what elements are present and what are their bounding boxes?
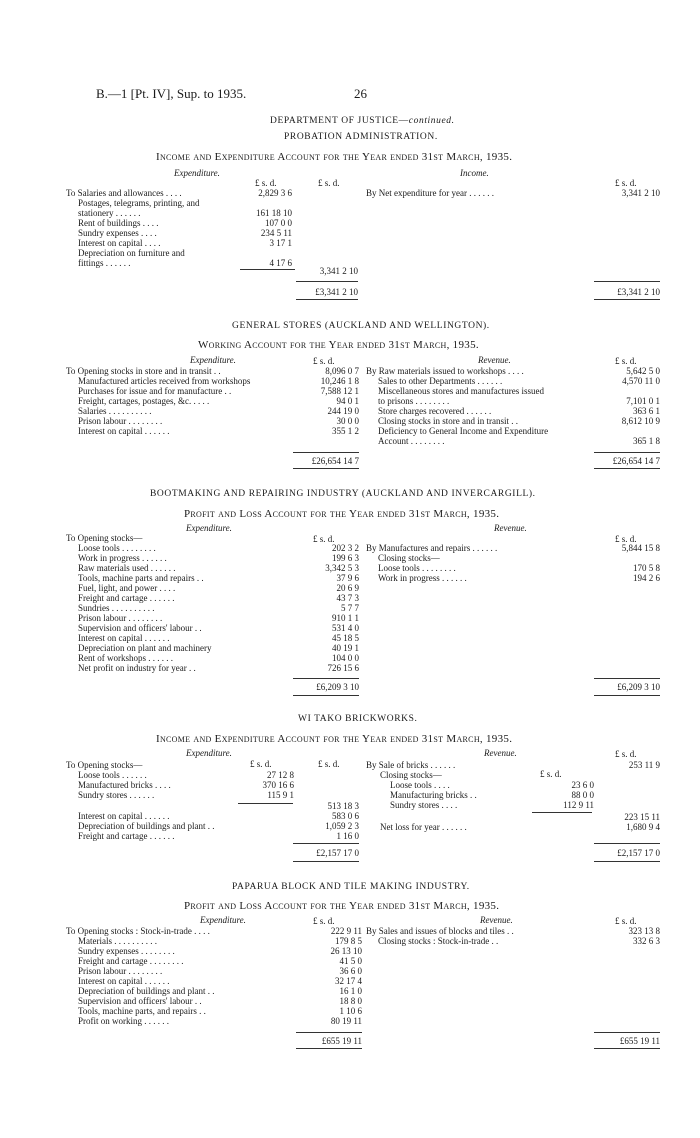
account-line-label: Raw materials used . . . . . . (78, 563, 176, 573)
account-line-amount: 20 6 9 (336, 583, 359, 593)
account-line-label: Net loss for year . . . . . . (380, 822, 467, 832)
account-line-label: Sundry stores . . . . (390, 800, 458, 810)
account-line-amount: 170 5 8 (633, 563, 660, 573)
account-line-label: Rent of workshops . . . . . . (78, 653, 173, 663)
account-line-amount: 104 0 0 (332, 653, 359, 663)
witako-title: WI TAKO BRICKWORKS. (298, 714, 418, 724)
boot-exp-head: Expenditure. (186, 523, 232, 533)
account-line-label: Sundries . . . . . . . . . . (78, 603, 155, 613)
account-line-label: Net profit on industry for year . . (78, 663, 196, 673)
account-line-amount: 194 2 6 (633, 573, 660, 583)
stores-subtitle: Working Account for the Year ended 31st March, 1935. (198, 339, 479, 351)
account-line-amount: 3,341 2 10 (621, 188, 660, 198)
account-line-amount: 583 0 6 (332, 811, 359, 821)
account-line-label: Work in progress . . . . . . (378, 573, 467, 583)
witako-opening-head: To Opening stocks— (66, 760, 143, 770)
account-line-label: Loose tools . . . . (390, 780, 450, 790)
account-line-amount: 244 19 0 (327, 406, 359, 416)
account-line-amount: 30 0 0 (336, 416, 359, 426)
account-line-label: To Opening stocks— (66, 533, 143, 543)
account-line-label: By Sales and issues of blocks and tiles . . (366, 926, 514, 936)
account-line-amount: 365 1 8 (633, 436, 660, 446)
stores-total-right: £26,654 14 7 (612, 456, 660, 466)
account-line-amount: 23 6 0 (571, 780, 594, 790)
account-line-label: By Manufactures and repairs . . . . . . (366, 543, 498, 553)
account-line-amount: 370 16 6 (262, 780, 294, 790)
stores-col-head-r: £ s. d. (615, 356, 637, 366)
paparua-title: PAPARUA BLOCK AND TILE MAKING INDUSTRY. (232, 882, 470, 892)
witako-col-head: £ s. d. (250, 759, 272, 769)
account-line-amount: 1 16 0 (336, 831, 359, 841)
probation-inc-head: Income. (460, 168, 489, 178)
account-line-amount: 355 1 2 (332, 426, 359, 436)
account-line-amount: 107 0 0 (265, 218, 292, 228)
account-line-amount: 8,096 0 7 (325, 366, 359, 376)
account-line-label: Manufactured articles received from workshops (78, 376, 251, 386)
account-line-amount: 115 9 1 (267, 790, 294, 800)
stores-title: GENERAL STORES (AUCKLAND AND WELLINGTON). (232, 321, 490, 331)
account-line-amount: 36 6 0 (339, 966, 362, 976)
account-line-label: Freight and cartage . . . . . . . . (78, 956, 184, 966)
report-reference: B.—1 [Pt. IV], Sup. to 1935. (96, 86, 247, 101)
account-line-label: Work in progress . . . . . . (78, 553, 167, 563)
probation-subtotal: 3,341 2 10 (319, 266, 358, 276)
account-line-label: Postages, telegrams, printing, and (78, 198, 200, 208)
stores-rev-head: Revenue. (478, 355, 511, 365)
account-line-label: Interest on capital . . . . . . (78, 633, 170, 643)
account-line-label: Deficiency to General Income and Expenditure (378, 426, 549, 436)
account-line-label: Tools, machine parts and repairs . . (78, 573, 204, 583)
account-line-amount: 7,101 0 1 (626, 396, 660, 406)
account-line-label: Interest on capital . . . . . . (78, 426, 170, 436)
witako-exp-head: Expenditure. (186, 748, 232, 758)
account-line-label: Sales to other Departments . . . . . . (378, 376, 503, 386)
witako-subtitle: Income and Expenditure Account for the Year ended 31st March, 1935. (156, 733, 513, 745)
account-line-amount: 5 7 7 (341, 603, 359, 613)
account-line-label: Depreciation of buildings and plant . . (78, 986, 215, 996)
witako-col-head-r2: £ s. d. (540, 769, 562, 779)
account-line-label: Supervision and officers' labour . . (78, 996, 202, 1006)
account-line-label: Sundry stores . . . . . . (78, 790, 155, 800)
account-line-amount: 37 9 6 (336, 573, 359, 583)
department-heading: DEPARTMENT OF JUSTICE—continued. (270, 116, 455, 126)
probation-title: PROBATION ADMINISTRATION. (284, 132, 438, 142)
account-line-amount: 3 17 1 (269, 238, 292, 248)
account-line-amount: 2,829 3 6 (258, 188, 292, 198)
account-line-label: Purchases for issue and for manufacture . . (78, 386, 232, 396)
account-line-amount: 199 6 3 (332, 553, 359, 563)
account-line-label: Depreciation of buildings and plant . . (78, 821, 215, 831)
account-line-label: By Raw materials issued to workshops . . . . (366, 366, 524, 376)
account-line-label: Miscellaneous stores and manufactures issued (378, 386, 544, 396)
account-line-amount: 1,059 2 3 (325, 821, 359, 831)
account-line-label: Sundry expenses . . . . (78, 228, 157, 238)
paparua-col-head-r: £ s. d. (615, 916, 637, 926)
account-line-amount: 40 19 1 (332, 643, 359, 653)
account-line-amount: 234 5 11 (260, 228, 292, 238)
probation-total-right: £3,341 2 10 (617, 287, 660, 297)
probation-subtitle: Income and Expenditure Account for the Year ended 31st March, 1935. (156, 151, 513, 163)
account-line-amount: 80 19 11 (330, 1016, 362, 1026)
paparua-subtitle: Profit and Loss Account for the Year ended 31st March, 1935. (184, 900, 500, 912)
paparua-total-right: £655 19 11 (619, 1036, 660, 1046)
account-line-label: Supervision and officers' labour . . (78, 623, 202, 633)
witako-closing-head: Closing stocks— (380, 770, 442, 780)
account-line-amount: 43 7 3 (336, 593, 359, 603)
account-line-amount: 41 5 0 (339, 956, 362, 966)
account-line-label: Freight and cartage . . . . . . (78, 593, 175, 603)
account-line-amount: 27 12 8 (267, 770, 294, 780)
account-line-amount: 32 17 4 (335, 976, 362, 986)
account-line-label: Closing stocks— (378, 553, 440, 563)
account-line-amount: 726 15 6 (327, 663, 359, 673)
account-line-label: To Opening stocks in store and in transit . . (66, 366, 221, 376)
account-line-amount: 363 6 1 (633, 406, 660, 416)
boot-subtitle: Profit and Loss Account for the Year ended 31st March, 1935. (184, 508, 500, 520)
account-line-label: Tools, machine parts, and repairs . . (78, 1006, 206, 1016)
account-line-amount: 18 8 0 (339, 996, 362, 1006)
stores-exp-head: Expenditure. (190, 355, 236, 365)
account-line-label: Account . . . . . . . . (378, 436, 445, 446)
account-line-amount: 16 1 0 (339, 986, 362, 996)
account-line-label: Loose tools . . . . . . (78, 770, 147, 780)
probation-total-left: £3,341 2 10 (315, 287, 358, 297)
account-line-label: Salaries . . . . . . . . . . (78, 406, 152, 416)
paparua-exp-head: Expenditure. (200, 915, 246, 925)
account-line-label: Prison labour . . . . . . . . (78, 966, 163, 976)
account-line-amount: 253 11 9 (628, 760, 660, 770)
boot-col-head: £ s. d. (313, 534, 335, 544)
account-line-label: Fuel, light, and power . . . . (78, 583, 176, 593)
account-line-amount: 223 15 11 (624, 812, 660, 822)
account-line-label: By Net expenditure for year . . . . . . (366, 188, 494, 198)
account-line-label: Closing stocks in store and in transit . . (378, 416, 518, 426)
boot-col-head-r: £ s. d. (615, 534, 637, 544)
account-line-label: To Salaries and allowances . . . . (66, 188, 182, 198)
account-line-amount: 161 18 10 (256, 208, 292, 218)
account-line-label: Prison labour . . . . . . . . (78, 416, 163, 426)
account-line-amount: 7,588 12 1 (320, 386, 359, 396)
account-line-amount: 1 10 6 (339, 1006, 362, 1016)
account-line-amount: 531 4 0 (332, 623, 359, 633)
account-line-label: Interest on capital . . . . . . (78, 811, 170, 821)
account-line-amount: 4 17 6 (269, 258, 292, 268)
stores-total-left: £26,654 14 7 (311, 456, 359, 466)
account-line-label: Profit on working . . . . . . (78, 1016, 169, 1026)
boot-total-left: £6,209 3 10 (316, 682, 359, 692)
account-line-amount: 5,844 15 8 (621, 543, 660, 553)
account-line-amount: 3,342 5 3 (325, 563, 359, 573)
account-line-label: stationery . . . . . . (78, 208, 141, 218)
account-line-label: Rent of buildings . . . . (78, 218, 159, 228)
witako-total-left: £2,157 17 0 (316, 848, 359, 858)
account-line-label: Store charges recovered . . . . . . (378, 406, 492, 416)
account-line-label: to prisons . . . . . . . . (378, 396, 450, 406)
probation-exp-head: Expenditure. (174, 168, 220, 178)
account-line-label: Freight and cartage . . . . . . (78, 831, 175, 841)
account-line-label: Depreciation on plant and machinery (78, 643, 212, 653)
account-line-label: To Opening stocks : Stock-in-trade . . . . (66, 926, 210, 936)
account-line-amount: 8,612 10 9 (621, 416, 660, 426)
paparua-total-left: £655 19 11 (321, 1036, 362, 1046)
account-line-amount: 10,246 1 8 (320, 376, 359, 386)
account-line-amount: 222 9 11 (330, 926, 362, 936)
witako-total-right: £2,157 17 0 (617, 848, 660, 858)
probation-col-head-r: £ s. d. (615, 178, 637, 188)
account-line-label: Loose tools . . . . . . . . (78, 543, 156, 553)
account-line-label: Interest on capital . . . . . . (78, 976, 170, 986)
account-line-amount: 112 9 11 (563, 800, 594, 810)
account-line-amount: 179 8 5 (335, 936, 362, 946)
account-line-label: fittings . . . . . . (78, 258, 131, 268)
account-line-label: Loose tools . . . . . . . . (378, 563, 456, 573)
witako-col-head-2: £ s. d. (318, 759, 340, 769)
boot-title: BOOTMAKING AND REPAIRING INDUSTRY (AUCKLAND AND INVERCARGILL). (150, 489, 536, 499)
account-line-amount: 513 18 3 (327, 801, 359, 811)
account-line-amount: 88 0 0 (571, 790, 594, 800)
account-line-amount: 323 13 8 (628, 926, 660, 936)
paparua-col-head: £ s. d. (313, 916, 335, 926)
account-line-amount: 26 13 10 (330, 946, 362, 956)
account-line-label: Manufactured bricks . . . . (78, 780, 171, 790)
boot-total-right: £6,209 3 10 (617, 682, 660, 692)
account-line-label: Closing stocks : Stock-in-trade . . (378, 936, 499, 946)
probation-col-head-2: £ s. d. (318, 178, 340, 188)
witako-col-head-r: £ s. d. (615, 749, 637, 759)
witako-rev-head: Revenue. (484, 748, 517, 758)
page-number: 26 (354, 86, 367, 101)
account-line-amount: 202 3 2 (332, 543, 359, 553)
account-line-amount: 45 18 5 (332, 633, 359, 643)
account-line-label: Prison labour . . . . . . . . (78, 613, 163, 623)
account-line-amount: 5,642 5 0 (626, 366, 660, 376)
stores-col-head: £ s. d. (313, 356, 335, 366)
account-line-label: Manufacturing bricks . . (390, 790, 477, 800)
account-line-amount: 1,680 9 4 (626, 822, 660, 832)
account-line-amount: 4,570 11 0 (622, 376, 660, 386)
account-line-label: Interest on capital . . . . (78, 238, 161, 248)
account-line-label: Depreciation on furniture and (78, 248, 185, 258)
account-line-label: Sundry expenses . . . . . . . . (78, 946, 175, 956)
account-line-label: Materials . . . . . . . . . . (78, 936, 157, 946)
account-line-amount: 94 0 1 (336, 396, 359, 406)
account-line-label: By Sale of bricks . . . . . . (366, 760, 456, 770)
probation-col-head: £ s. d. (255, 178, 277, 188)
account-line-label: Freight, cartages, postages, &c. . . . . (78, 396, 210, 406)
paparua-rev-head: Revenue. (480, 915, 513, 925)
account-line-amount: 910 1 1 (332, 613, 359, 623)
account-line-amount: 332 6 3 (633, 936, 660, 946)
boot-rev-head: Revenue. (494, 523, 527, 533)
